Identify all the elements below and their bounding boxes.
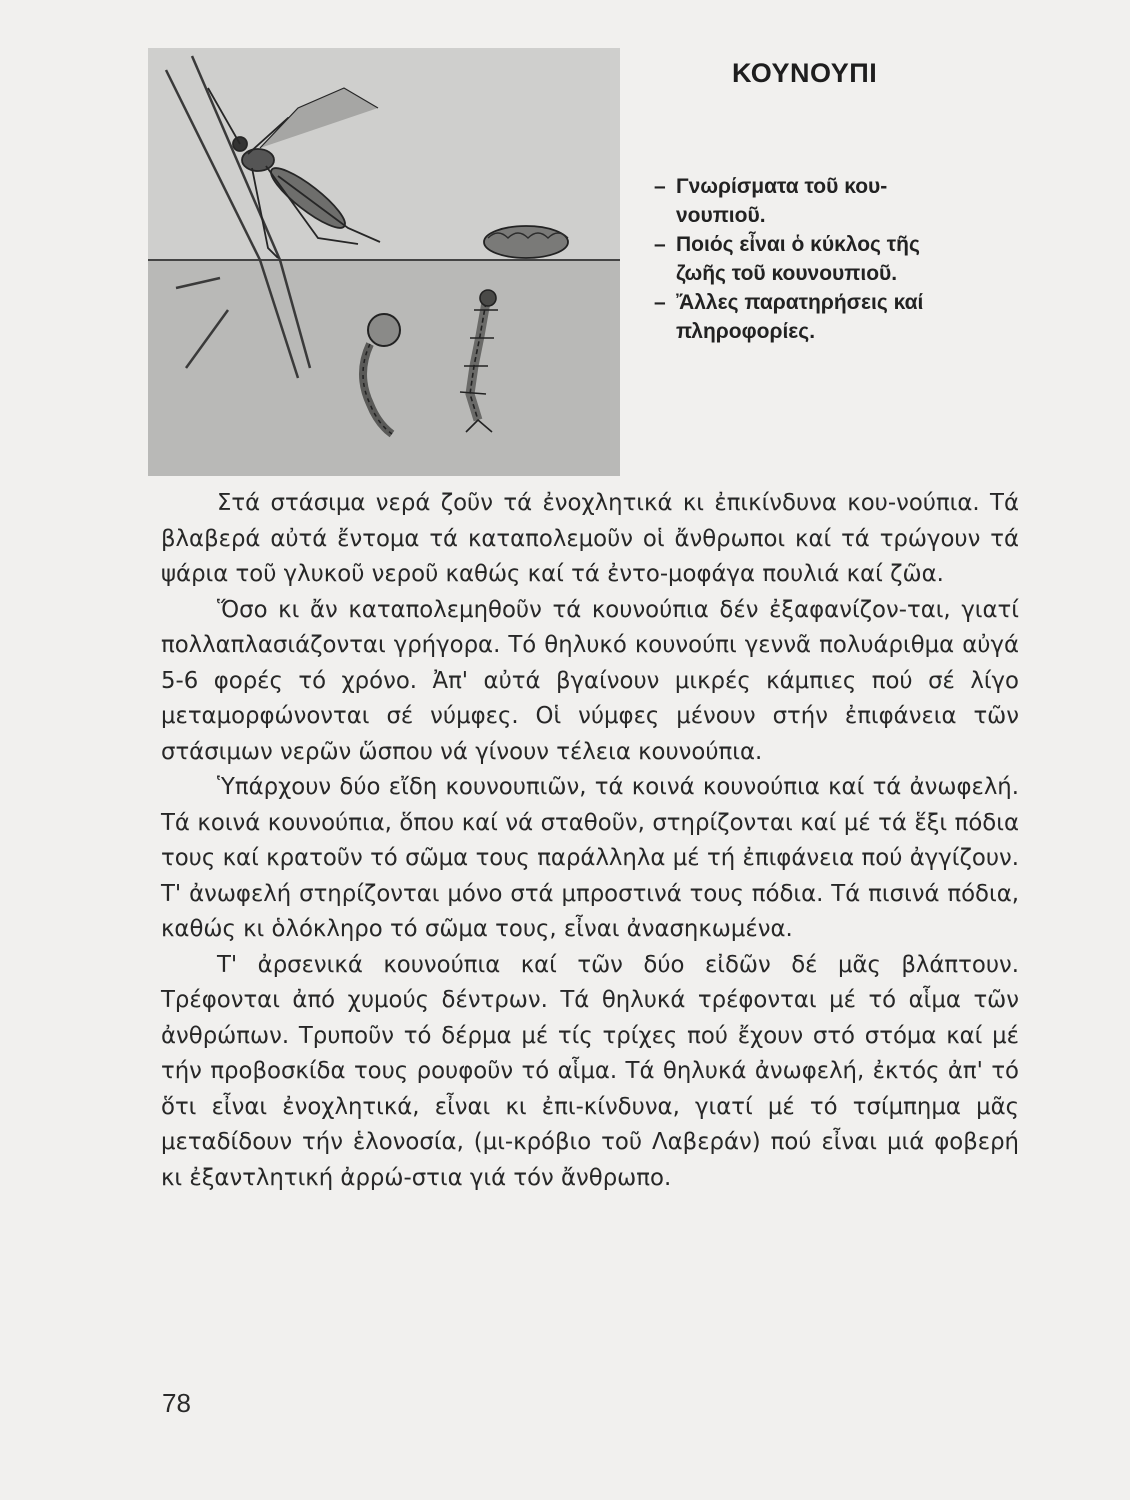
topic-item: [654, 288, 974, 346]
topic-text: Ποιός εἶναι ὁ κύκλος τῆς ζωῆς τοῦ κουνουπιοῦ.: [676, 233, 920, 285]
paragraph: Τ' ἀρσενικά κουνούπια καί τῶν δύο εἰδῶν δέ μᾶς βλάπτουν. Τρέφονται ἀπό χυμούς δέντρων. Τά θηλυκά τρέφονται μέ τό αἷμα τῶν ἀνθρώπων. Τρυποῦν τό δέρμα μέ τίς τρίχες πού ἔχουν στό στόμα καί μέ τήν προβοσκίδα τους ρουφοῦν τό αἷμα. Τά θηλυκά ἀνωφελή, ἐκτός ἀπ' τό ὅτι εἶναι ἐνοχλητικά, εἶναι κι ἐπι-κίνδυνα, γιατί μέ τό τσίμπημα μᾶς μεταδίδουν τήν ἑλονοσία, (μι-κρόβιο τοῦ Λαβεράν) πού εἶναι μιά φοβερή κι ἐξαντλητική ἀρρώ-στια γιά τόν ἄνθρωπο.: [161, 951, 1019, 1191]
topic-list: [654, 172, 974, 346]
mosquito-pupa: [484, 226, 568, 258]
mosquito-lifecycle-illustration: [148, 48, 620, 476]
paragraph: Στά στάσιμα νερά ζοῦν τά ἐνοχλητικά κι ἐπικίνδυνα κου-νούπια. Τά βλαβερά αὐτά ἔντομα τά καταπολεμοῦν οἱ ἄνθρωποι καί τά τρώγουν τά ψάρια τοῦ γλυκοῦ νεροῦ καθώς καί τά ἐντο-μοφάγα πουλιά καί ζῶα.: [161, 490, 1019, 587]
article-body: [161, 486, 1019, 1196]
page-title: ΚΟΥΝΟΥΠΙ: [732, 58, 878, 88]
paragraph: Ὅσο κι ἄν καταπολεμηθοῦν τά κουνούπια δέν ἐξαφανίζον-ται, γιατί πολλαπλασιάζονται γρήγορα. Τό θηλυκό κουνούπι γεννᾶ πολυάριθμα αὐγά 5-6 φορές τό χρόνο. Ἀπ' αὐτά βγαίνουν μικρές κάμπιες πού σέ λίγο μεταμορφώνονται σέ νύμφες. Οἱ νύμφες μένουν στήν ἐπιφάνεια τῶν στάσιμων νερῶν ὥσπου νά γίνουν τέλεια κουνούπια.: [161, 596, 1019, 765]
topic-text: Γνωρίσματα τοῦ κου-νουπιοῦ.: [676, 175, 888, 227]
topic-text: Ἄλλες παρατηρήσεις καί πληροφορίες.: [676, 291, 924, 343]
topic-dash: –: [654, 175, 666, 198]
topic-dash: –: [654, 233, 666, 256]
page-number: 78: [162, 1388, 191, 1418]
water-area: [148, 260, 620, 476]
paragraph: Ὑπάρχουν δύο εἴδη κουνουπιῶν, τά κοινά κουνούπια καί τά ἀνωφελή. Τά κοινά κουνούπια, ὅπου καί νά σταθοῦν, στηρίζονται καί μέ τά ἕξι πόδια τους καί κρατοῦν τό σῶμα τους παράλληλα μέ τή ἐπιφάνεια πού ἀγγίζουν. Τ' ἀνωφελή στηρίζονται μόνο στά μπροστινά τους πόδια. Τά πισινά πόδια, καθώς κι ὁλόκληρο τό σῶμα τους, εἶναι ἀνασηκωμένα.: [161, 774, 1019, 942]
topic-item: [654, 172, 974, 230]
topic-item: [654, 230, 974, 288]
topic-dash: –: [654, 291, 666, 314]
